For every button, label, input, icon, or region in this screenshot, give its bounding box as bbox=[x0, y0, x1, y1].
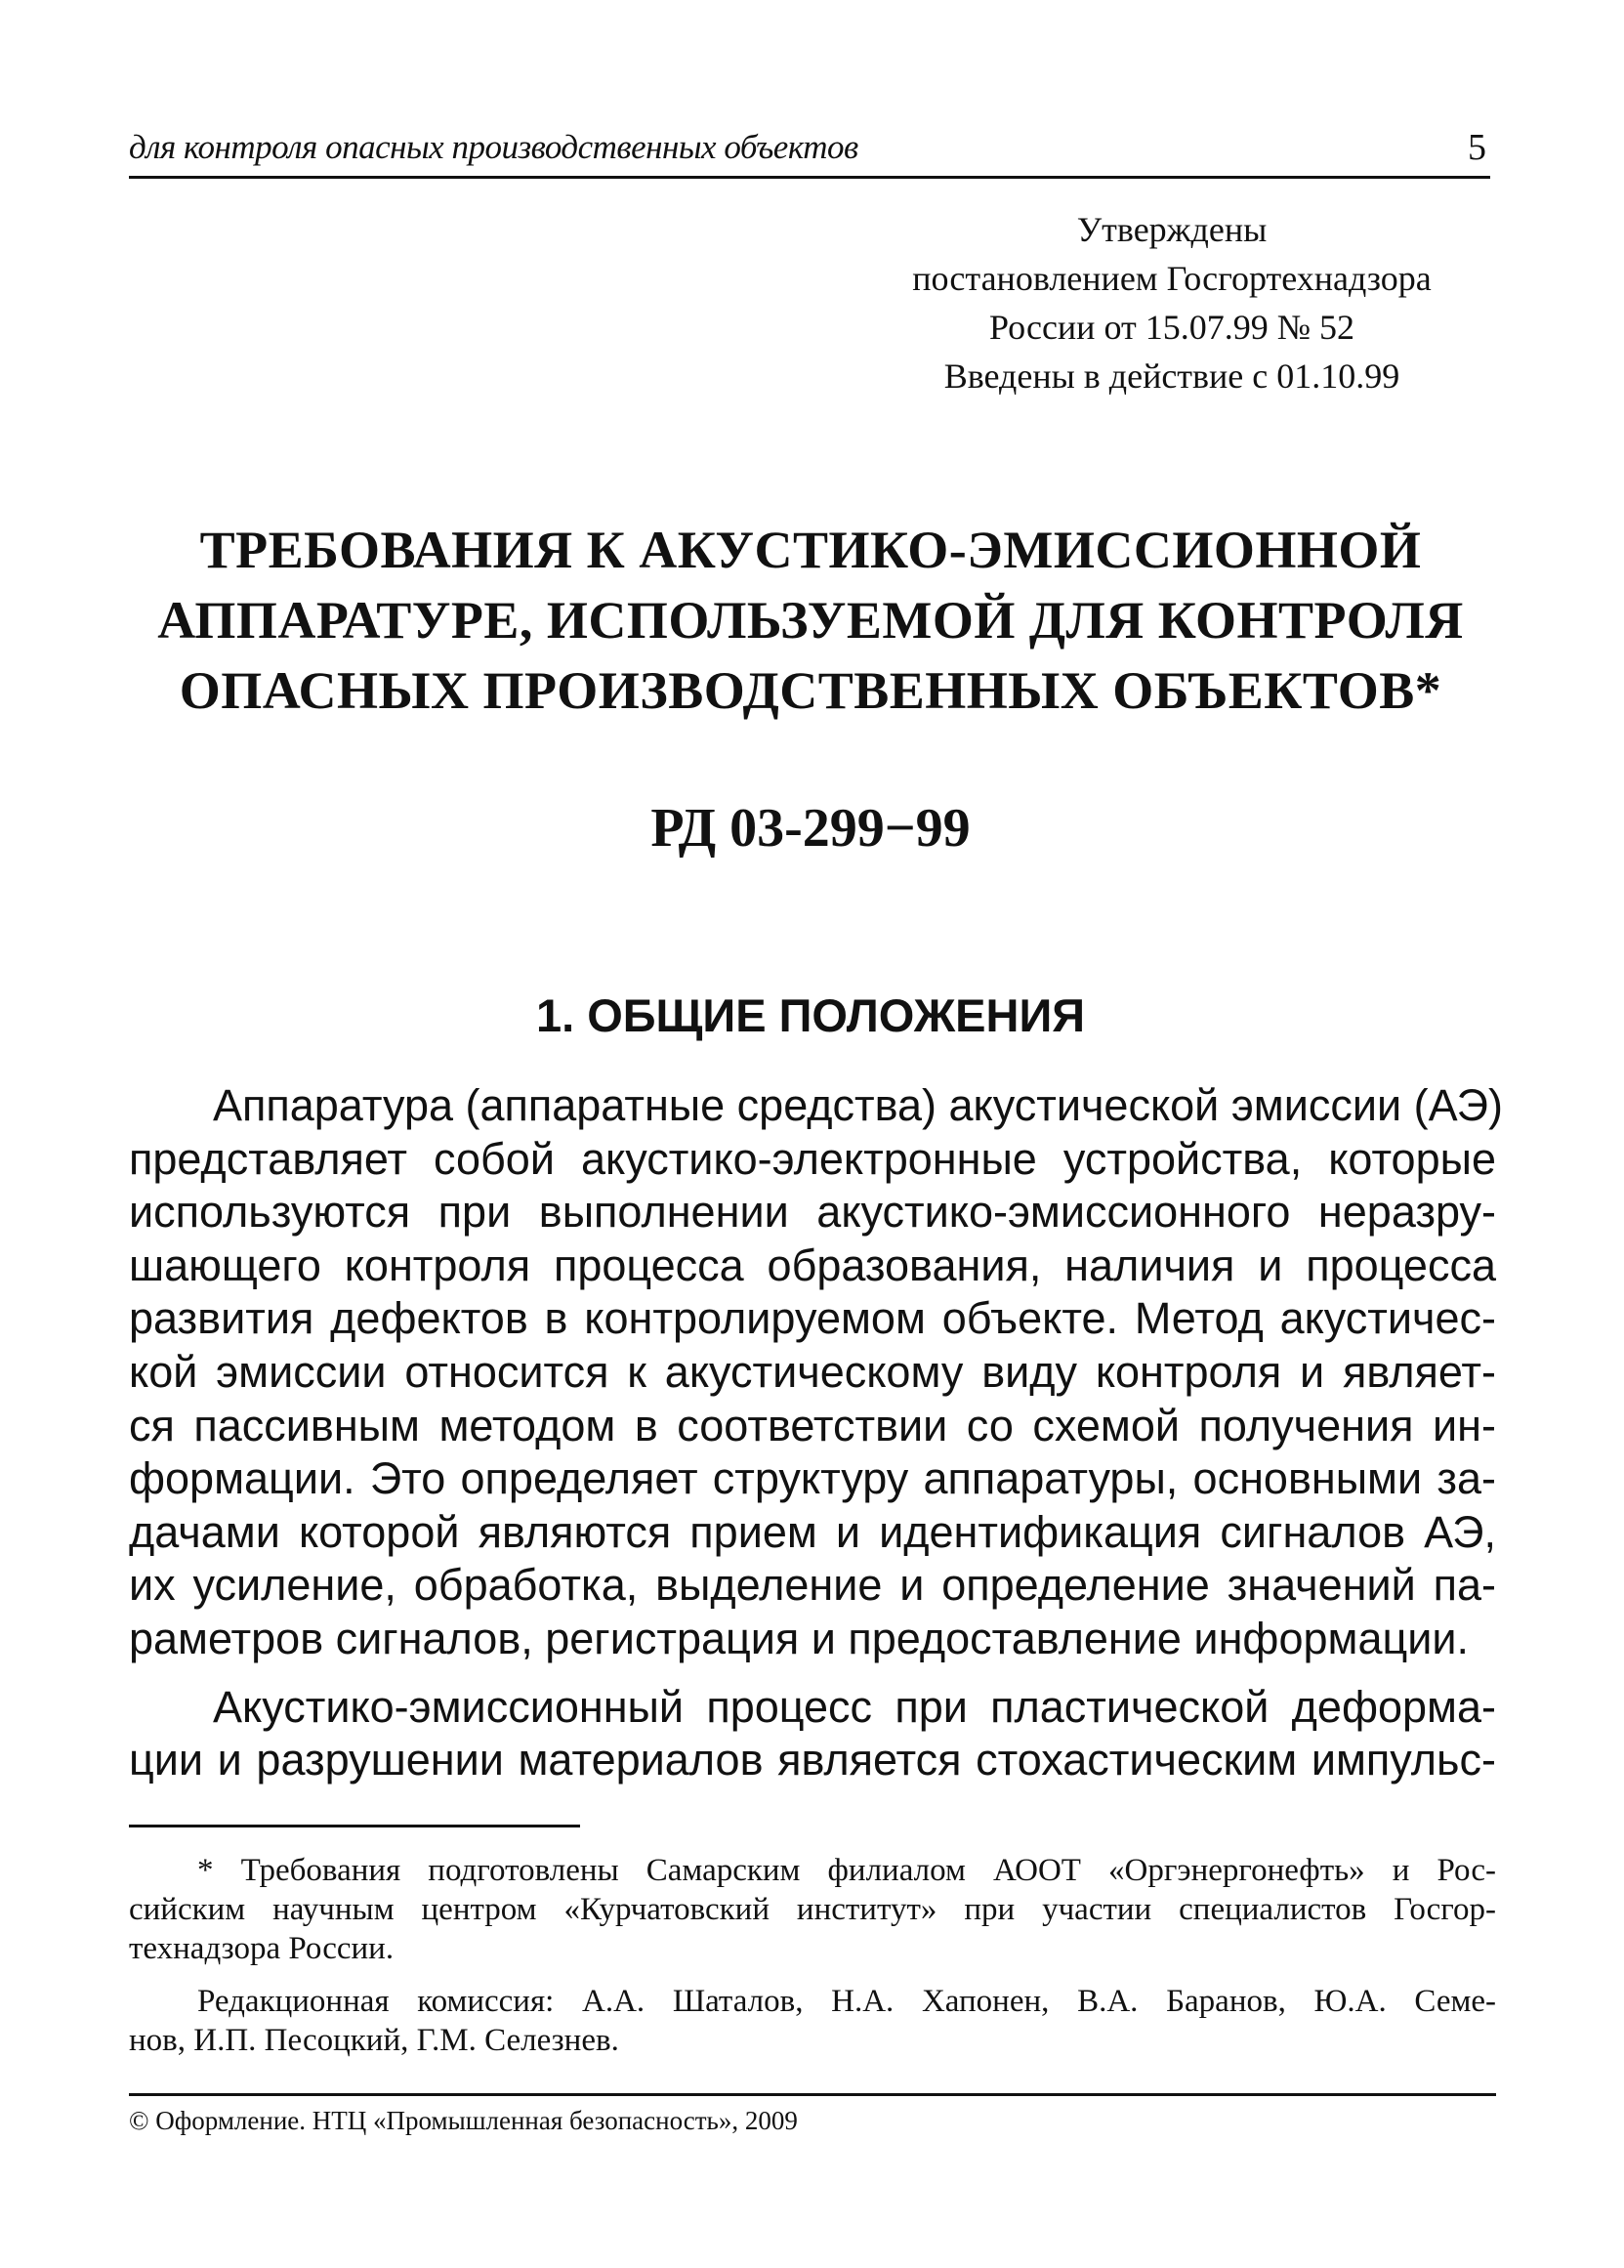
copyright-separator bbox=[129, 2093, 1496, 2096]
footnote-line: сийским научным центром «Курчатовский институт» при участии специалистов Госгор- bbox=[129, 1892, 1496, 1927]
paragraph-line: Аппаратура (аппаратные средства) акустической эмиссии (АЭ) bbox=[213, 1080, 1503, 1130]
approval-line: постановлением Госгортехнадзора bbox=[912, 259, 1432, 298]
paragraph-line: формации. Это определяет структуру аппаратуры, основными за- bbox=[129, 1453, 1496, 1504]
document-code: РД 03-299−99 bbox=[650, 798, 971, 859]
running-title: для контроля опасных производственных объектов bbox=[129, 128, 858, 166]
paragraph-line: дачами которой являются прием и идентификация сигналов АЭ, bbox=[129, 1506, 1496, 1557]
paragraph-line: ся пассивным методом в соответствии со схемой получения ин- bbox=[129, 1400, 1496, 1450]
running-header bbox=[129, 125, 1490, 179]
section-body bbox=[129, 1079, 1503, 1787]
document-title-line: ОПАСНЫХ ПРОИЗВОДСТВЕННЫХ ОБЪЕКТОВ* bbox=[179, 661, 1442, 720]
paragraph-line: их усиление, обработка, выделение и определение значений па- bbox=[129, 1560, 1496, 1611]
document-title-line: АППАРАТУРЕ, ИСПОЛЬЗУЕМОЙ ДЛЯ КОНТРОЛЯ bbox=[157, 591, 1464, 650]
paragraph-line: кой эмиссии относится к акустическому виду контроля и являет- bbox=[129, 1346, 1496, 1397]
paragraph-line: развития дефектов в контролируемом объекте. Метод акустичес- bbox=[129, 1293, 1496, 1344]
document-title-line: ТРЕБОВАНИЯ К АКУСТИКО-ЭМИССИОННОЙ bbox=[199, 521, 1422, 579]
footnote-line: * Требования подготовлены Самарским филиалом АООТ «Оргэнергонефть» и Рос- bbox=[197, 1853, 1496, 1888]
approval-line: Утверждены bbox=[1076, 210, 1268, 249]
footnote-separator bbox=[129, 1825, 580, 1827]
paragraph-line: раметров сигналов, регистрация и предоставление информации. bbox=[129, 1613, 1470, 1663]
approval-line: Введены в действие с 01.10.99 bbox=[943, 357, 1400, 396]
paragraph-line: ции и разрушении материалов является стохастическим импульс- bbox=[129, 1735, 1496, 1785]
footnote-line: технадзора России. bbox=[129, 1931, 395, 1966]
footnote-line: нов, И.П. Песоцкий, Г.М. Селезнев. bbox=[129, 2023, 619, 2058]
document-title bbox=[117, 515, 1504, 726]
footnote-line: Редакционная комиссия: А.А. Шаталов, Н.А. Хапонен, В.А. Баранов, Ю.А. Семе- bbox=[197, 1984, 1496, 2019]
copyright-notice: © Оформление. НТЦ «Промышленная безопасность», 2009 bbox=[129, 2106, 798, 2135]
paragraph-line: используются при выполнении акустико-эмиссионного неразру- bbox=[129, 1187, 1496, 1238]
approval-block bbox=[840, 205, 1504, 400]
section-heading: 1. ОБЩИЕ ПОЛОЖЕНИЯ bbox=[535, 989, 1086, 1041]
page-number: 5 bbox=[1468, 127, 1486, 168]
paragraph-line: представляет собой акустико-электронные устройства, которые bbox=[129, 1133, 1496, 1184]
paragraph-line: Акустико-эмиссионный процесс при пластической деформа- bbox=[213, 1681, 1496, 1732]
footnotes bbox=[129, 1851, 1496, 2060]
paragraph-line: шающего контроля процесса образования, наличия и процесса bbox=[129, 1239, 1496, 1290]
approval-line: России от 15.07.99 № 52 bbox=[988, 308, 1355, 347]
